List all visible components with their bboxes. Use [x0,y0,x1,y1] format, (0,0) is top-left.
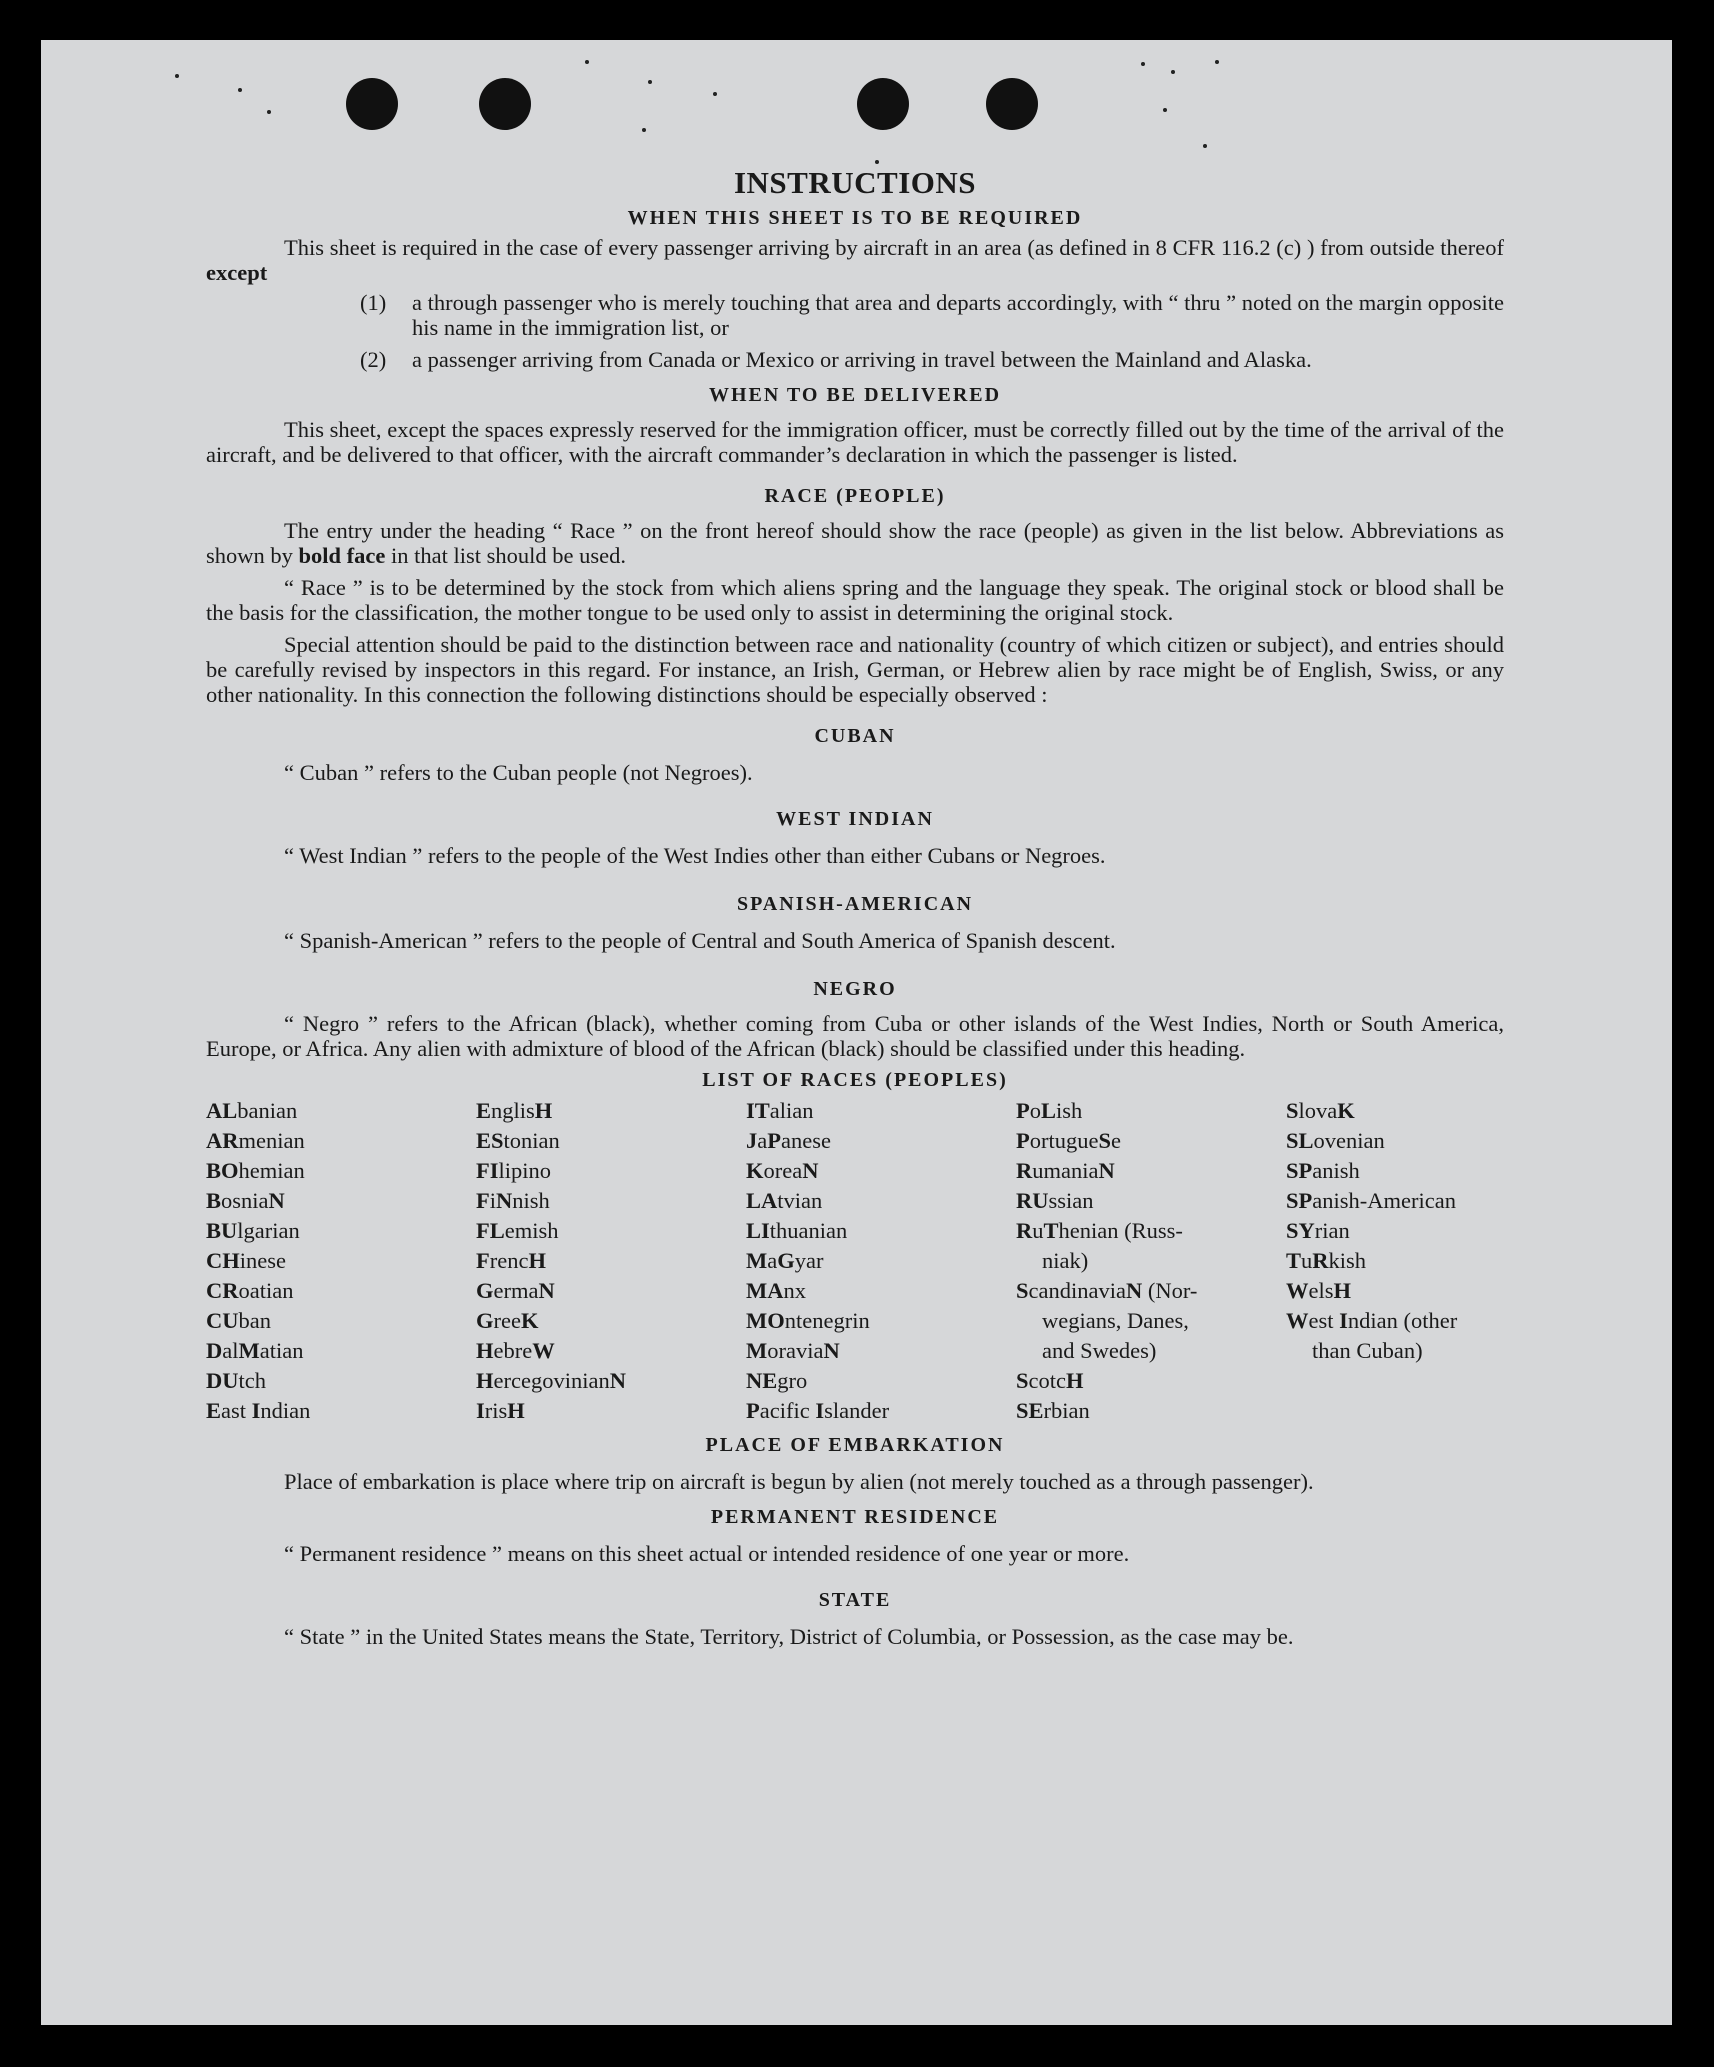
race-entry-line: FiNnish [476,1188,550,1213]
punch-hole [479,78,531,130]
race-entry [476,1336,746,1366]
speck [648,80,652,84]
race-entry-line: FIlipino [476,1158,552,1183]
speck [585,60,589,64]
race-entry [206,1366,476,1396]
race-entry [1286,1246,1504,1276]
race-entry-line: CHinese [206,1248,286,1273]
race-entry-line: HebreW [476,1338,555,1363]
race-entry-line: FrencH [476,1248,546,1273]
race-entry [206,1156,476,1186]
document-sheet [41,40,1672,2025]
race-entry [206,1216,476,1246]
race-entry-line: ITalian [746,1098,814,1123]
race-entry-line: TuRkish [1286,1248,1367,1273]
race-entry-line: ALbanian [206,1098,298,1123]
race-entry-line: BOhemian [206,1158,305,1183]
race-entry-line: IrisH [476,1398,525,1423]
race-entry-line: MoraviaN [746,1338,840,1363]
race-entry [1286,1096,1504,1126]
race-entry [206,1246,476,1276]
residence-text: “ Permanent residence ” means on this sheet actual or intended residence of one year or more. [284,1541,1130,1566]
race-entry [206,1126,476,1156]
punch-hole [857,78,909,130]
speck [175,74,179,78]
race-entry [1016,1156,1286,1186]
race-entry-line: CUban [206,1308,271,1333]
race-entry-line: MAnx [746,1278,806,1303]
heading-west-indian: WEST INDIAN [776,808,934,830]
speck [267,110,271,114]
race-entry-line: DUtch [206,1368,266,1393]
races-column [746,1096,1016,1426]
race-entry [1016,1096,1286,1126]
speck [1171,70,1175,74]
heading-required: WHEN THIS SHEET IS TO BE REQUIRED [627,207,1083,229]
race-entry [1016,1276,1286,1366]
race-entry-line: SPanish [1286,1158,1360,1183]
race-entry [746,1216,1016,1246]
list-item: (1) a through passenger who is merely touching that area and departs accordingly, with “ thru ” noted on the margin opposite his name in the immigration list, or [360,290,1504,340]
race-entry [746,1336,1016,1366]
race-entry-line: MOntenegrin [746,1308,870,1333]
speck [875,160,879,164]
race-entry [746,1306,1016,1336]
race-entry-line: and Swedes) [1042,1338,1157,1363]
heading-spanish-american: SPANISH-AMERICAN [736,893,974,915]
race-entry-line: CRoatian [206,1278,294,1303]
race-entry [206,1276,476,1306]
race-entry [476,1096,746,1126]
race-entry-line: West Indian (other [1286,1308,1458,1333]
race-entry [476,1396,746,1426]
race-entry [1016,1366,1286,1396]
race-entry [1286,1186,1504,1216]
race-entry [1286,1126,1504,1156]
race-entry-line: SErbian [1016,1398,1090,1423]
heading-race: RACE (PEOPLE) [764,485,946,507]
race-entry [206,1096,476,1126]
west-indian-text: “ West Indian ” refers to the people of the West Indies other than either Cubans or Negroes. [284,843,1106,868]
race-entry-line: ScotcH [1016,1368,1084,1393]
speck [1163,108,1167,112]
race-entry [746,1186,1016,1216]
race-entry [476,1216,746,1246]
race-entry [1286,1276,1504,1306]
race-entry-line: RUssian [1016,1188,1094,1213]
heading-delivered: WHEN TO BE DELIVERED [708,384,1002,406]
race-entry-line: BosniaN [206,1188,285,1213]
race-entry [206,1396,476,1426]
required-exceptions [360,290,1504,372]
race-entry-line: EStonian [476,1128,560,1153]
race-entry [1016,1216,1286,1276]
race-entry-line: DalMatian [206,1338,304,1363]
race-entry [1016,1186,1286,1216]
race-entry [1286,1156,1504,1186]
page-title: INSTRUCTIONS [733,165,976,200]
race-entry [206,1336,476,1366]
race-entry [476,1276,746,1306]
race-entry-line: WelsH [1286,1278,1352,1303]
heading-embarkation: PLACE OF EMBARKATION [705,1434,1005,1456]
race-entry-line: FLemish [476,1218,559,1243]
race-entry-line: SlovaK [1286,1098,1355,1123]
speck [1203,144,1207,148]
race-paragraph-2: “ Race ” is to be determined by the stock from which aliens spring and the language they speak. The original stock or blood shall be the basis for the classification, the mother tongue to be used only to assist in determining the original stock. [206,575,1504,625]
race-entry-line: ScandinaviaN (Nor- [1016,1278,1198,1303]
spanish-american-text: “ Spanish-American ” refers to the people of Central and South America of Spanish descent. [284,928,1116,953]
embarkation-text: Place of embarkation is place where trip on aircraft is begun by alien (not merely touched as a through passenger). [284,1469,1314,1494]
race-entry [746,1126,1016,1156]
race-entry-line: RuThenian (Russ- [1016,1218,1183,1243]
state-text: “ State ” in the United States means the State, Territory, District of Columbia, or Possession, as the case may be. [284,1624,1294,1649]
race-entry-line: EnglisH [476,1098,553,1123]
races-column [476,1096,746,1426]
punch-hole [346,78,398,130]
race-entry [476,1126,746,1156]
race-entry [1286,1306,1504,1366]
race-entry-line: GermaN [476,1278,555,1303]
race-entry [746,1156,1016,1186]
race-entry [746,1096,1016,1126]
race-entry-line: GreeK [476,1308,539,1333]
negro-text: “ Negro ” refers to the African (black), whether coming from Cuba or other islands of the West Indies, North or South America, Europe, or Africa. Any alien with admixture of blood of the African (black) should be classified under this heading. [206,1011,1504,1061]
race-entry-line: wegians, Danes, [1042,1308,1189,1333]
race-entry [206,1186,476,1216]
race-entry [746,1276,1016,1306]
required-intro: This sheet is required in the case of every passenger arriving by aircraft in an area (as defined in 8 CFR 116.2 (c) ) from outside thereof except [206,235,1504,285]
race-entry-line: East Indian [206,1398,311,1423]
races-column [206,1096,476,1426]
race-entry [746,1246,1016,1276]
speck [1215,60,1219,64]
race-entry [746,1396,1016,1426]
race-entry-line: NEgro [746,1368,808,1393]
heading-negro: NEGRO [813,978,897,1000]
race-entry-line: Pacific Islander [746,1398,890,1423]
race-entry-line: ARmenian [206,1128,305,1153]
race-entry [476,1186,746,1216]
punch-hole [986,78,1038,130]
race-entry-line: LAtvian [746,1188,823,1213]
race-entry [476,1306,746,1336]
races-column [1016,1096,1286,1426]
list-item: (2) a passenger arriving from Canada or Mexico or arriving in travel between the Mainland and Alaska. [360,347,1312,372]
race-entry [206,1306,476,1336]
instructions-content [206,165,1504,1649]
race-paragraph-3: Special attention should be paid to the distinction between race and nationality (country of which citizen or subject), and entries should be carefully revised by inspectors in this regard. For instance, an Irish, German, or Hebrew alien by race might be of English, Swiss, or any other nationality. In this connection the following distinctions should be especially observed : [206,632,1504,707]
race-entry [476,1366,746,1396]
race-entry-line: HercegovinianN [476,1368,626,1393]
heading-state: STATE [818,1589,892,1611]
races-column [1286,1096,1504,1426]
race-entry-line: PortugueSe [1016,1128,1121,1153]
race-entry [746,1366,1016,1396]
race-entry-line: niak) [1042,1248,1089,1273]
race-entry-line: JaPanese [746,1128,831,1153]
speck [642,128,646,132]
race-entry-line: SPanish-American [1286,1188,1456,1213]
race-entry [476,1156,746,1186]
race-entry [1286,1216,1504,1246]
heading-list-of-races: LIST OF RACES (PEOPLES) [702,1069,1008,1091]
race-entry-line: BUlgarian [206,1218,300,1243]
race-entry-line: LIthuanian [746,1218,848,1243]
race-entry-line: KoreaN [746,1158,819,1183]
races-list [206,1096,1504,1426]
race-paragraph-1: The entry under the heading “ Race ” on the front hereof should show the race (people) as given in the list below. Abbreviations as shown by bold face in that list should be used. [206,518,1504,568]
race-entry-line: SLovenian [1286,1128,1385,1153]
race-entry-line: than Cuban) [1312,1338,1423,1363]
race-entry [1016,1126,1286,1156]
heading-cuban: CUBAN [814,725,896,747]
race-entry-line: SYrian [1286,1218,1350,1243]
race-entry-line: MaGyar [746,1248,824,1273]
speck [1141,62,1145,66]
speck [238,88,242,92]
race-entry [1016,1396,1286,1426]
cuban-text: “ Cuban ” refers to the Cuban people (not Negroes). [284,760,753,785]
heading-residence: PERMANENT RESIDENCE [710,1506,1000,1528]
race-entry [476,1246,746,1276]
race-entry-line: RumaniaN [1016,1158,1115,1183]
delivered-text: This sheet, except the spaces expressly reserved for the immigration officer, must be correctly filled out by the time of the arrival of the aircraft, and be delivered to that officer, with the aircraft commander’s declaration in which the passenger is listed. [206,417,1504,467]
race-entry-line: PoLish [1016,1098,1083,1123]
speck [713,92,717,96]
